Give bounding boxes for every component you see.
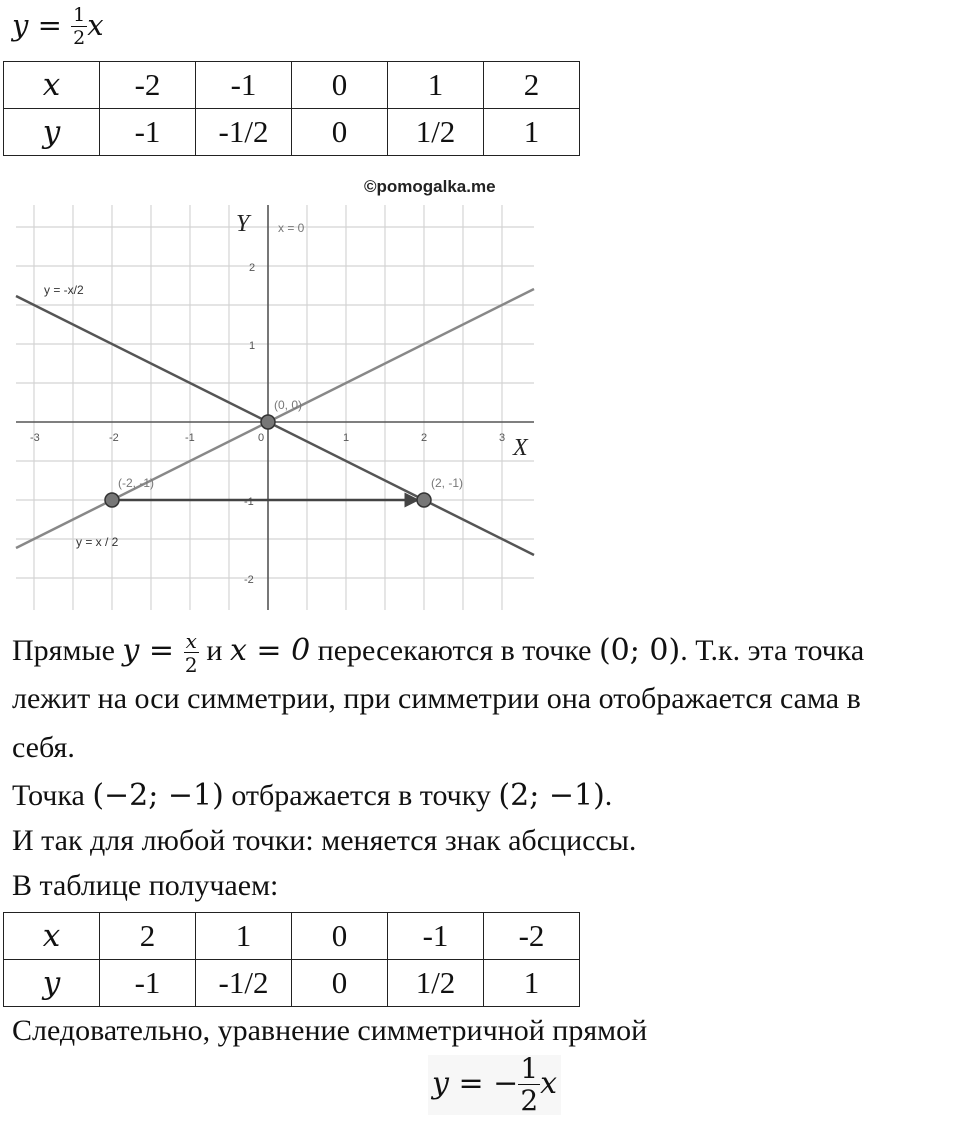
table-row-header: y xyxy=(4,960,100,1007)
paragraph-text: Прямые xyxy=(12,633,123,667)
point-origin xyxy=(261,415,275,429)
paragraph-text: Точка xyxy=(12,779,93,812)
math-equation: x = 0 xyxy=(229,632,311,668)
line-neg-label: y = -x/2 xyxy=(44,283,84,297)
math-frac-den: 2 xyxy=(184,653,198,677)
final-eq-sign: = − xyxy=(448,1066,519,1101)
header-equation xyxy=(12,6,104,48)
point-left xyxy=(105,493,119,507)
paragraph-5: И так для любой точки: меняется знак абсциссы. xyxy=(12,824,637,857)
point-left-label: (-2, -1) xyxy=(118,476,154,490)
table-cell: 2 xyxy=(484,62,580,109)
final-eq-lhs: y xyxy=(432,1066,449,1101)
table-cell: 2 xyxy=(100,913,196,960)
coordinate-graph xyxy=(14,198,536,612)
paragraph-text: . xyxy=(604,779,613,812)
header-eq-var: x xyxy=(87,8,104,42)
values-table-2 xyxy=(3,912,580,1007)
header-eq-den: 2 xyxy=(73,27,86,49)
math-point: (2; −1) xyxy=(498,778,605,813)
paragraph-text: отбражается в точку xyxy=(223,779,499,812)
table-cell: -1/2 xyxy=(196,109,292,156)
table-row-header: x xyxy=(4,62,100,109)
table-cell: 1 xyxy=(484,960,580,1007)
y-tick-label: -1 xyxy=(244,496,254,508)
math-point: (0; 0) xyxy=(598,632,681,668)
x-tick-label: -2 xyxy=(109,432,119,444)
y-axis-label: Y xyxy=(236,211,250,237)
line-y-neg-half-x xyxy=(16,296,534,555)
table-cell: 1 xyxy=(196,913,292,960)
table-cell: -1 xyxy=(100,960,196,1007)
x-tick-label: -1 xyxy=(185,432,195,444)
paragraph-text: . Т.к. эта точка xyxy=(680,633,865,667)
header-eq-lhs: y xyxy=(12,8,29,42)
table-row-header: y xyxy=(4,109,100,156)
table-row xyxy=(4,62,580,109)
table-cell: -1 xyxy=(388,913,484,960)
table-cell: 1 xyxy=(484,109,580,156)
paragraph-7: Следовательно, уравнение симметричной прямой xyxy=(12,1014,648,1047)
line-x0-label: x = 0 xyxy=(278,221,305,235)
table-cell: -2 xyxy=(484,913,580,960)
table-cell: -1 xyxy=(100,109,196,156)
table-cell: 0 xyxy=(292,960,388,1007)
header-eq-num: 1 xyxy=(73,4,86,26)
paragraph-6: В таблице получаем: xyxy=(12,869,279,902)
math-frac-num: x xyxy=(185,629,197,653)
point-origin-label: (0, 0) xyxy=(274,398,303,412)
paragraph-2: лежит на оси симметрии, при симметрии она отображается сама в xyxy=(12,682,861,715)
y-tick-label: -2 xyxy=(244,574,254,586)
watermark: ©pomogalka.me xyxy=(364,177,496,196)
table-cell: 0 xyxy=(292,109,388,156)
math-var: y xyxy=(122,632,140,668)
x-tick-label: -3 xyxy=(30,432,40,444)
final-eq-var: x xyxy=(540,1066,558,1101)
table-cell: -1/2 xyxy=(196,960,292,1007)
paragraph-text: и xyxy=(198,633,230,667)
x-tick-label: 1 xyxy=(343,432,350,444)
table-cell: 0 xyxy=(292,62,388,109)
header-eq-sign: = xyxy=(28,8,72,42)
line-y-half-x xyxy=(16,289,534,548)
table-row xyxy=(4,960,580,1007)
y-tick-label: 1 xyxy=(249,340,256,352)
table-cell: 1/2 xyxy=(388,960,484,1007)
y-tick-label: 2 xyxy=(249,262,256,274)
table-cell: -1 xyxy=(196,62,292,109)
math-point: (−2; −1) xyxy=(92,778,224,813)
table-row-header: x xyxy=(4,913,100,960)
paragraph-1 xyxy=(12,631,864,675)
table-cell: 1 xyxy=(388,62,484,109)
table-cell: 1/2 xyxy=(388,109,484,156)
math-sign: = xyxy=(139,632,184,668)
table-cell: -2 xyxy=(100,62,196,109)
final-eq-num: 1 xyxy=(520,1052,539,1085)
point-right xyxy=(417,493,431,507)
line-pos-label: y = x / 2 xyxy=(76,535,119,549)
paragraph-3: себя. xyxy=(12,731,75,764)
x-tick-label: 3 xyxy=(499,432,506,444)
x-tick-label: 0 xyxy=(258,432,265,444)
values-table-1 xyxy=(3,61,580,156)
point-right-label: (2, -1) xyxy=(431,476,464,490)
x-tick-label: 2 xyxy=(421,432,428,444)
paragraph-text: пересекаются в точке xyxy=(310,633,599,667)
table-cell: 0 xyxy=(292,913,388,960)
final-eq-den: 2 xyxy=(520,1084,539,1117)
table-row xyxy=(4,913,580,960)
table-row xyxy=(4,109,580,156)
x-axis-label: X xyxy=(513,435,528,461)
paragraph-4 xyxy=(12,778,613,813)
final-equation xyxy=(428,1052,561,1117)
